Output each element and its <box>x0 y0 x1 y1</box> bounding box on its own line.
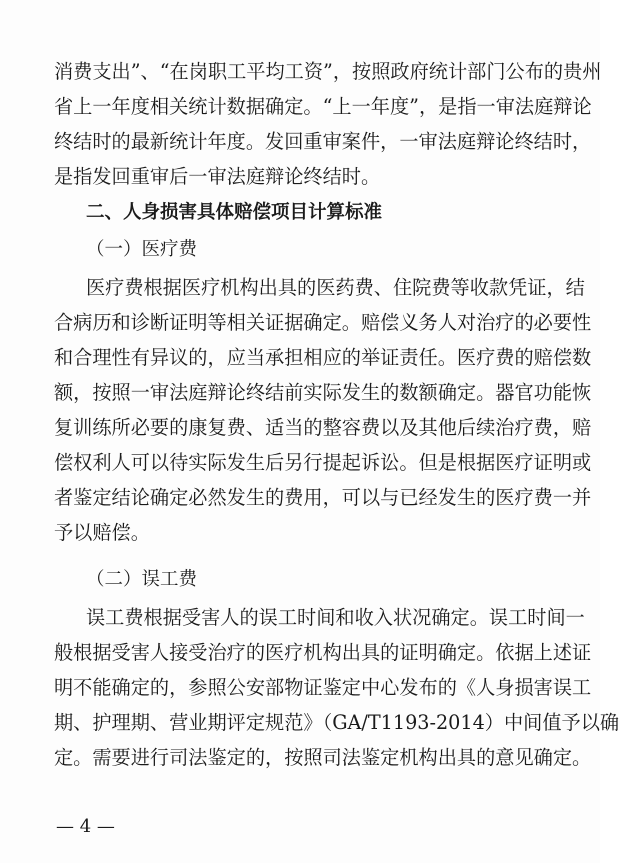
paragraph-line: 医疗费根据医疗机构出具的医药费、住院费等收款凭证，结 <box>86 276 585 299</box>
paragraph-line: 是指发回重审后一审法庭辩论终结时。 <box>54 165 381 188</box>
paragraph-line: 定。需要进行司法鉴定的，按照司法鉴定机构出具的意见确定。 <box>54 746 592 769</box>
page-number: — 4 — <box>56 816 115 837</box>
paragraph-line: 消费支出”、“在岗职工平均工资”，按照政府统计部门公布的贵州 <box>54 60 602 83</box>
paragraph-line: 额，按照一审法庭辩论终结前实际发生的数额确定。器官功能恢 <box>54 381 592 404</box>
subsection-heading-lost-wages: （二）误工费 <box>86 569 198 590</box>
subsection-heading-medical: （一）医疗费 <box>86 239 198 260</box>
paragraph-line: 期、护理期、营业期评定规范》（GA/T1193-2014）中间值予以确 <box>54 711 619 734</box>
paragraph-line: 者鉴定结论确定必然发生的费用，可以与已经发生的医疗费一并 <box>54 486 592 509</box>
paragraph-line: 明不能确定的，参照公安部物证鉴定中心发布的《人身损害误工 <box>54 676 592 699</box>
paragraph-line: 复训练所必要的康复费、适当的整容费以及其他后续治疗费，赔 <box>54 416 592 439</box>
paragraph-line: 般根据受害人接受治疗的医疗机构出具的证明确定。依据上述证 <box>54 641 592 664</box>
paragraph-line: 和合理性有异议的，应当承担相应的举证责任。医疗费的赔偿数 <box>54 346 592 369</box>
paragraph-line: 予以赔偿。 <box>54 521 150 544</box>
paragraph-line: 合病历和诊断证明等相关证据确定。赔偿义务人对治疗的必要性 <box>54 311 592 334</box>
section-heading: 二、人身损害具体赔偿项目计算标准 <box>86 202 383 223</box>
paragraph-line: 误工费根据受害人的误工时间和收入状况确定。误工时间一 <box>86 606 585 629</box>
paragraph-line: 省上一年度相关统计数据确定。“上一年度”，是指一审法庭辩论 <box>54 95 592 118</box>
paragraph-line: 终结时的最新统计年度。发回重审案件，一审法庭辩论终结时， <box>54 130 592 153</box>
paragraph-line: 偿权利人可以待实际发生后另行提起诉讼。但是根据医疗证明或 <box>54 451 592 474</box>
